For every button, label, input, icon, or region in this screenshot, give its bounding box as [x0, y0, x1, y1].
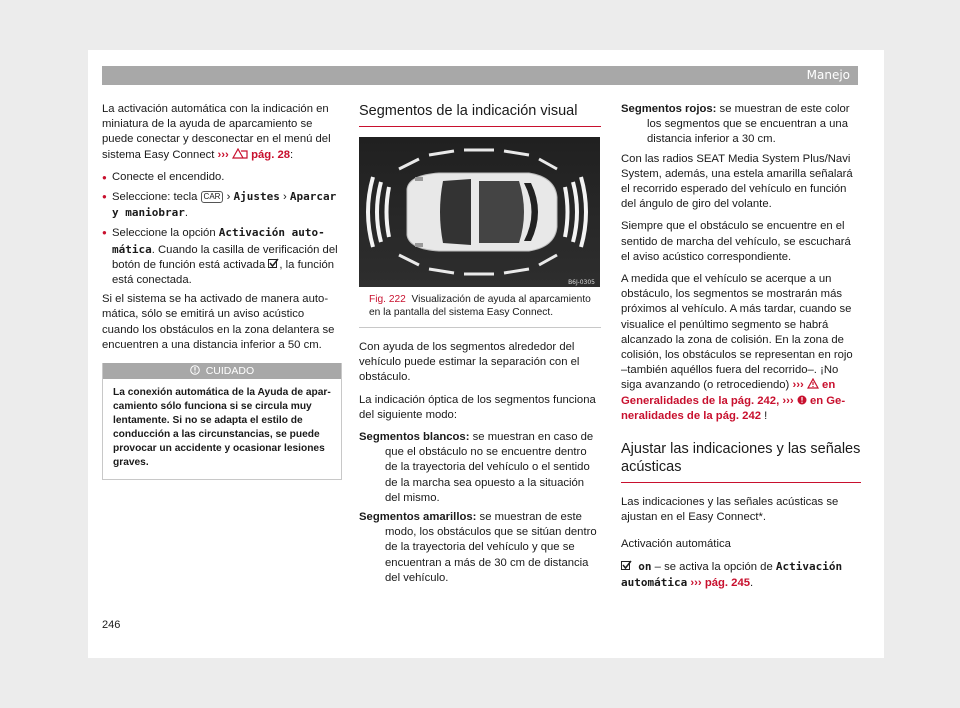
figure-code: B6J-0305 [568, 279, 595, 286]
page-number: 246 [102, 619, 121, 631]
term-yellow-text: se muestran de este modo, los obstáculos que se sitúan dentro de la trayectoria del vehículo y que se encuentran a más de 30 cm de distancia del vehículo. [385, 511, 597, 584]
warning-dot-icon [797, 395, 807, 405]
auto-activation-text: – se activa la opción de [651, 560, 776, 573]
auto-activation-end: . [750, 576, 754, 589]
option-auto-activation: Activación automática [621, 559, 843, 589]
info-warning-icon [232, 148, 248, 159]
page-reference-link[interactable]: en Generalidades de la pág. 242 [621, 394, 846, 422]
caution-text: La conexión automática de la Ayuda de aparcamiento sólo funciona si se circula muy lentamente. Si no se adapta el estilo de conducción a las circunstancias, se puede provocar un accidente y ocasionar lesiones graves. [113, 387, 331, 469]
auto-paragraph: Si el sistema se ha activado de manera automática, sólo se emitirá un aviso acústico cuando los obstáculos en la zona delantera se encuentren a una distancia inferior a 50 cm. [102, 293, 335, 351]
caution-header [103, 363, 341, 379]
section-title: Segmentos de la indicación visual [359, 102, 601, 127]
term-yellow [359, 510, 601, 586]
step-2-text: Seleccione: tecla [112, 191, 201, 204]
ref-arrows: ››› [792, 379, 804, 392]
page-reference-link[interactable]: en Generalidades de la pág. 242 [621, 379, 836, 407]
caution-box [102, 363, 342, 480]
term-red-label: Segmentos rojos: [621, 103, 717, 115]
collision-text: A medida que el vehículo se acerque a un obstáculo, los segmentos se mostrarán más próximos al vehículo. A más tardar, cuando se visualice el penúltimo segmento se habrá alcanzado la zona de colisión. En la zona de colisión, los obstáculos se representan en rojo –también aquéllos fuera del recorrido–. ¡No siga avanzando (o retrocediendo) [621, 273, 853, 392]
figure-caption-text: Visualización de ayuda al aparcamiento en la pantalla del sistema Easy Connect. [369, 294, 591, 318]
term-white [359, 430, 601, 506]
auto-activation-item [621, 559, 861, 591]
collision-end: ! [761, 409, 768, 422]
term-red-text: se muestran de este color los segmentos que se encuentran a una distancia inferior a 30 cm. [647, 103, 850, 146]
term-red [621, 102, 861, 148]
term-yellow-label: Segmentos amarillos: [359, 511, 477, 524]
column-middle [359, 102, 601, 590]
checkbox-checked-icon [268, 258, 279, 269]
menu-ajustes: Ajustes [233, 190, 280, 204]
parking-aid-figure [359, 137, 600, 287]
step-1 [102, 170, 342, 185]
auto-activation-title: Activación automática [621, 538, 731, 551]
header-title: Manejo [806, 68, 850, 82]
warning-triangle-icon [807, 378, 819, 389]
column-right [621, 102, 861, 598]
menu-separator: › [223, 191, 234, 204]
menu-aparcar: Aparcar y maniobrar [112, 190, 337, 220]
intro-paragraph [102, 102, 342, 163]
figure-caption [359, 287, 601, 328]
caution-title: CUIDADO [205, 365, 255, 378]
step-1-text: Conecte el encendido. [112, 170, 225, 183]
segments-mode: La indicación óptica de los segmentos funciona del siguiente modo: [359, 393, 596, 421]
ref-arrows: ››› [782, 394, 794, 407]
ref-separator: , [776, 394, 783, 407]
intro-end: : [290, 148, 294, 161]
collision-paragraph [621, 272, 861, 424]
warning-circle-icon [190, 365, 200, 375]
segments-intro: Con ayuda de los segmentos alrededor del vehículo puede estimar la separación con el obstáculo. [359, 341, 580, 384]
car-top-view-image [359, 137, 600, 287]
figure-label: Fig. 222 [369, 294, 406, 305]
ref-arrows: ››› [690, 576, 702, 589]
menu-activacion: Activación automática [112, 226, 325, 256]
settings-paragraph: Las indicaciones y las señales acústicas se ajustan en el Easy Connect*. [621, 496, 839, 524]
checkbox-checked-icon [621, 560, 632, 571]
term-white-label: Segmentos blancos: [359, 431, 470, 444]
page-reference-link[interactable]: pág. 245 [704, 576, 751, 589]
step-3 [102, 225, 342, 288]
option-on: on [638, 559, 652, 573]
header-bar [102, 66, 858, 85]
step-2-end: . [184, 207, 188, 220]
acoustic-paragraph: Siempre que el obstáculo se encuentre en el sentido de marcha del vehículo, se escuchará el aviso acústico correspondiente. [621, 220, 851, 263]
step-3-text-c: , la función está conectada. [112, 258, 335, 287]
trail-paragraph: Con las radios SEAT Media System Plus/Navi System, además, una estela amarilla señalará el recorrido esperado del vehículo en función del ángulo de giro del volante. [621, 152, 853, 211]
step-2 [102, 189, 342, 221]
column-left [102, 102, 342, 480]
step-3-text: Seleccione la opción [112, 227, 219, 240]
subsection-title: Ajustar las indicaciones y las señales acústicas [621, 440, 861, 483]
intro-text: La activación automática con la indicación en miniatura de la ayuda de aparcamiento se puede conectar y desconectar en el menú del sistema Easy Connect [102, 103, 331, 161]
term-white-text: se muestran en caso de que el obstáculo no se encuentre dentro de la trayectoria del vehículo o el sentido de la marcha sea opuesto a la situación del mismo. [385, 431, 594, 504]
car-key-icon: CAR [201, 191, 224, 203]
page-reference-link[interactable]: pág. 28 [251, 148, 291, 161]
ref-arrows: ››› [217, 148, 229, 161]
menu-separator: › [279, 191, 290, 204]
step-3-text-b: . Cuando la casilla de verificación del botón de función está activada [112, 243, 338, 271]
